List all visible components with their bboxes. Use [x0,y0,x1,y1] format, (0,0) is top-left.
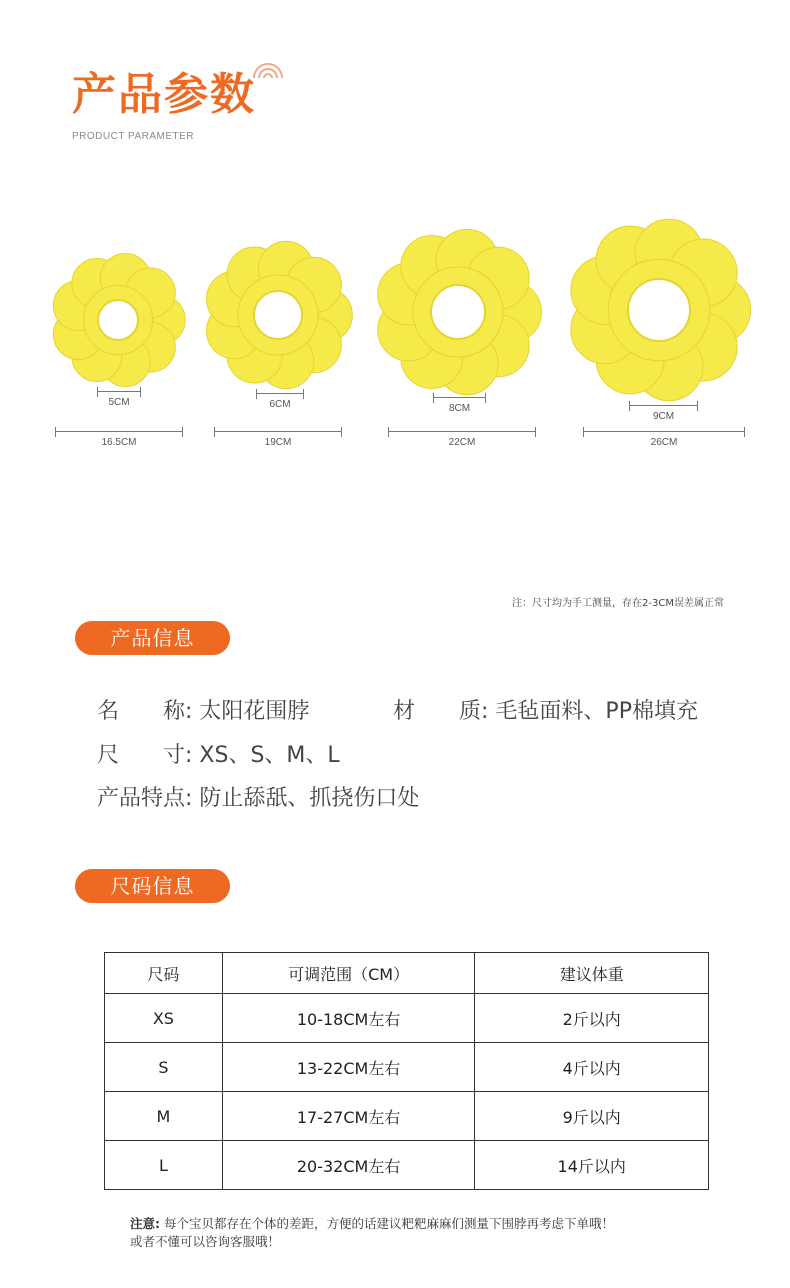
product-info-heading: 产品信息 [75,621,230,655]
inner-diameter-label: 8CM [448,403,471,414]
outer-diameter-label: 22CM [448,437,476,448]
flower-collar-icon [372,226,544,398]
info-feature-value: 防止舔舐、抓挠伤口处 [199,786,420,811]
size-info-heading: 尺码信息 [75,869,230,903]
table-cell-weight: 2斤以内 [475,994,709,1043]
table-cell-size: M [105,1092,223,1141]
flower-collar-icon [48,250,188,390]
table-cell-range: 10-18CM左右 [222,994,475,1043]
rainbow-decoration-icon [248,48,288,88]
info-feature-row [97,781,419,812]
info-size-row [97,738,340,769]
page-subtitle: PRODUCT PARAMETER [72,131,195,142]
flower-collar-icon [201,238,355,392]
table-row [105,1092,709,1141]
table-cell-size: XS [105,994,223,1043]
inner-diameter-line [629,401,698,411]
outer-diameter-line [214,427,342,437]
info-name-label: 名 称: [97,699,193,724]
inner-diameter-label: 6CM [269,399,291,410]
info-size-value: XS、S、M、L [199,743,340,768]
table-cell-size: L [105,1141,223,1190]
table-cell-size: S [105,1043,223,1092]
table-cell-range: 20-32CM左右 [222,1141,475,1190]
footer-note-line1 [130,1214,614,1232]
inner-diameter-line [433,393,486,403]
table-row [105,1141,709,1190]
outer-diameter-label: 26CM [650,437,678,448]
footer-note-text: 每个宝贝都存在个体的差距，方便的话建议粑粑麻麻们测量下围脖再考虑下单哦！ [163,1216,614,1231]
flower-hole [628,279,690,341]
table-header-weight: 建议体重 [475,953,709,994]
info-material-row [393,694,698,725]
inner-diameter-label: 5CM [108,397,130,408]
size-table [104,952,709,1190]
info-size-label: 尺 寸: [97,743,193,768]
inner-diameter-label: 9CM [652,411,675,422]
info-feature-label: 产品特点: [97,786,193,811]
inner-diameter-line [97,387,141,397]
info-material-label: 材 质: [393,699,489,724]
outer-diameter-line [388,427,536,437]
table-cell-weight: 14斤以内 [475,1141,709,1190]
footer-note-label: 注意: [130,1216,160,1231]
table-header-range: 可调范围（CM） [222,953,475,994]
info-material-value: 毛毡面料、PP棉填充 [495,699,698,724]
outer-diameter-label: 19CM [264,437,292,448]
outer-diameter-label: 16.5CM [101,437,137,448]
info-name-value: 太阳花围脖 [199,699,310,724]
outer-diameter-line [583,427,745,437]
page-title: 产品参数 [72,69,256,120]
inner-diameter-line [256,389,304,399]
outer-diameter-line [55,427,183,437]
table-header-size: 尺码 [105,953,223,994]
measurement-note: 注：尺寸均为手工测量，存在2-3CM误差属正常 [512,598,724,609]
flower-collar-icon [565,216,753,404]
table-cell-weight: 9斤以内 [475,1092,709,1141]
flower-hole [254,291,302,339]
flower-hole [98,300,138,340]
table-cell-weight: 4斤以内 [475,1043,709,1092]
table-header-row [105,953,709,994]
footer-note-line2: 或者不懂可以咨询客服哦！ [130,1234,281,1249]
table-cell-range: 17-27CM左右 [222,1092,475,1141]
table-row [105,994,709,1043]
table-cell-range: 13-22CM左右 [222,1043,475,1092]
table-row [105,1043,709,1092]
flower-hole [431,285,485,339]
info-name-row [97,694,309,725]
